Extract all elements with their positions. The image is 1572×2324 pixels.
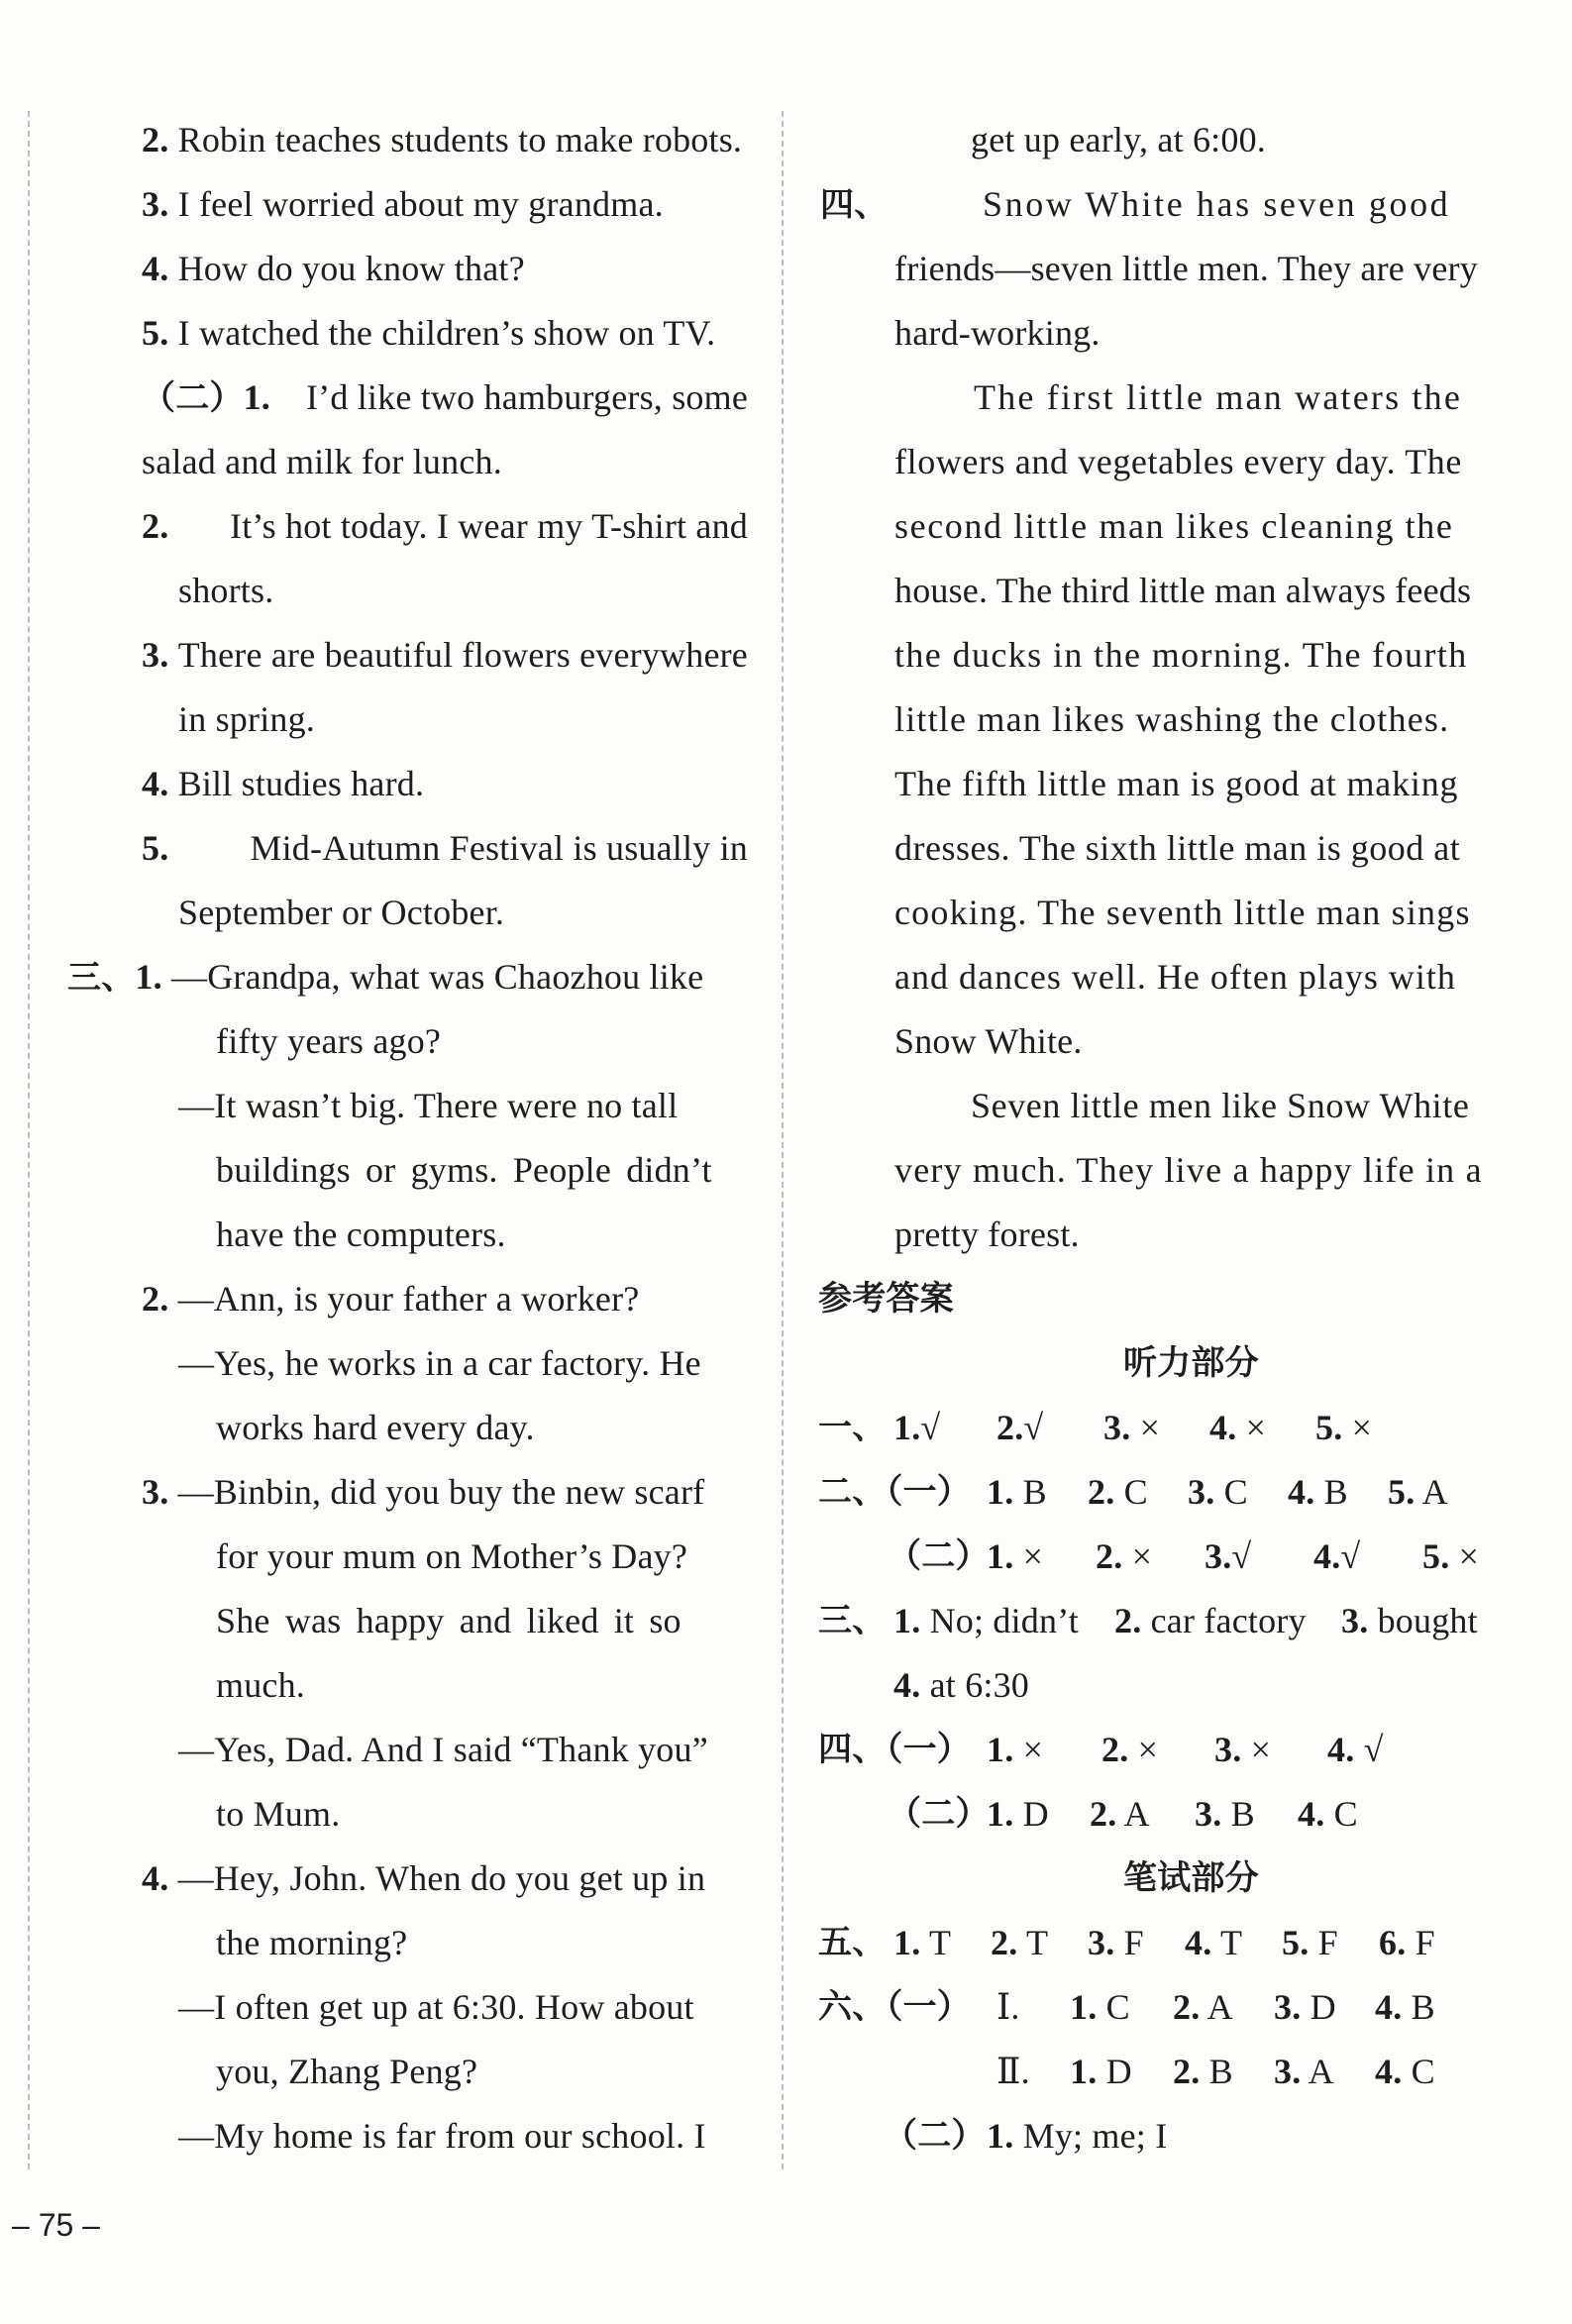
dialogue-1-line1: 三、1. —Grandpa, what was Chaozhou like xyxy=(67,957,704,998)
dialogue-1-line4: buildings or gyms. People didn’t xyxy=(216,1150,712,1190)
answer-cell: 3. bought xyxy=(1341,1601,1478,1640)
answer-cell: 4. √ xyxy=(1327,1730,1384,1769)
section2-item-1-line2: salad and milk for lunch. xyxy=(142,442,502,481)
left-margin-rule xyxy=(28,111,30,2169)
dialogue-3-line2: for your mum on Mother’s Day? xyxy=(216,1536,688,1576)
dialogue-4-line3: —I often get up at 6:30. How about xyxy=(178,1987,694,2027)
dialogue-3-line4: much. xyxy=(216,1665,305,1705)
dialogue-4-line2: the morning? xyxy=(216,1923,408,1962)
passage-p3-line1: Seven little men like Snow White xyxy=(971,1086,1470,1125)
passage-p1-line3: hard-working. xyxy=(894,313,1100,353)
section2-item-2: 2. It’s hot today. I wear my T-shirt and xyxy=(142,506,748,546)
answer-cell: 4. C xyxy=(1298,1794,1358,1834)
answer-row-5-label: 五、 xyxy=(818,1923,887,1962)
passage-p2-line11: Snow White. xyxy=(894,1021,1083,1061)
answer-cell: 3. C xyxy=(1188,1472,1248,1512)
answer-cell: 2. car factory xyxy=(1114,1601,1307,1640)
left-item-3: 3. I feel worried about my grandma. xyxy=(142,184,664,224)
answer-cell: 3. B xyxy=(1195,1794,1255,1834)
passage-p1-line1: Snow White has seven good xyxy=(983,184,1451,224)
passage-p3-line3: pretty forest. xyxy=(894,1215,1080,1254)
dialogue-1-line5: have the computers. xyxy=(216,1215,506,1254)
answer-cell: 6. F xyxy=(1379,1923,1435,1962)
passage-p1-line2: friends—seven little men. They are very xyxy=(894,249,1478,288)
passage-p2-line2: flowers and vegetables every day. The xyxy=(894,442,1462,481)
answer-cell: 1. × xyxy=(987,1536,1044,1576)
left-item-5: 5. I watched the children’s show on TV. xyxy=(142,313,716,353)
dialogue-4-line5: —My home is far from our school. I xyxy=(178,2116,706,2156)
dialogue-1-line3: —It wasn’t big. There were no tall xyxy=(178,1086,679,1125)
dialogue-2-line3: works hard every day. xyxy=(216,1408,535,1447)
answer-row-2a-label: 二、（一） xyxy=(818,1472,971,1512)
answer-cell: 2. B xyxy=(1173,2052,1233,2091)
passage-p2-line7: The fifth little man is good at making xyxy=(894,764,1459,803)
passage-p2-line8: dresses. The sixth little man is good at xyxy=(894,828,1461,868)
answer-cell: 2. C xyxy=(1088,1472,1148,1512)
answer-cell: 1. B xyxy=(987,1472,1047,1512)
answer-cell: 1. D xyxy=(987,1794,1049,1834)
section2-item-5-line2: September or October. xyxy=(178,893,505,932)
passage-p2-line3: second little man likes cleaning the xyxy=(894,506,1454,546)
answer-row-6a-label: 六、（一） xyxy=(818,1987,971,2027)
answer-cell: 5. × xyxy=(1315,1408,1373,1447)
dialogue-4-line1: 4. —Hey, John. When do you get up in xyxy=(142,1858,706,1898)
answer-cell: 2. × xyxy=(1096,1536,1153,1576)
right-continuation: get up early, at 6:00. xyxy=(971,120,1266,159)
passage-p2-line5: the ducks in the morning. The fourth xyxy=(894,635,1468,675)
answer-cell: 1. My; me; I xyxy=(987,2116,1168,2156)
answer-cell: 4.√ xyxy=(1313,1536,1361,1576)
answer-cell: 2. T xyxy=(991,1923,1049,1962)
answer-cell: 4. T xyxy=(1185,1923,1243,1962)
answer-row-6a-sub: Ⅰ. xyxy=(996,1987,1020,2027)
answer-cell: 3. F xyxy=(1088,1923,1144,1962)
answer-key-title: 参考答案 xyxy=(818,1279,954,1319)
passage-p2-line6: little man likes washing the clothes. xyxy=(894,699,1450,739)
answer-cell: 2. A xyxy=(1173,1987,1233,2027)
section2-item-4: 4. Bill studies hard. xyxy=(142,764,425,803)
answer-cell: 5. × xyxy=(1422,1536,1480,1576)
answer-cell: 1. C xyxy=(1070,1987,1130,2027)
dialogue-2-line2: —Yes, he works in a car factory. He xyxy=(178,1343,701,1383)
answer-cell: 1. No; didn’t xyxy=(893,1601,1079,1640)
answer-cell: 1. T xyxy=(893,1923,952,1962)
answer-row-4b-label: （二） xyxy=(888,1794,990,1834)
answer-cell: 3. A xyxy=(1274,2052,1334,2091)
listening-section-title: 听力部分 xyxy=(1123,1343,1259,1383)
answer-cell: 4. at 6:30 xyxy=(893,1665,1029,1705)
answer-row-1-label: 一、 xyxy=(818,1408,887,1447)
passage-p2-line9: cooking. The seventh little man sings xyxy=(894,893,1471,932)
answer-cell: 3. D xyxy=(1274,1987,1336,2027)
section2-item-3: 3. There are beautiful flowers everywhere xyxy=(142,635,748,675)
column-divider xyxy=(782,111,784,2169)
answer-cell: 4. C xyxy=(1375,2052,1435,2091)
dialogue-3-line3: She was happy and liked it so xyxy=(216,1601,681,1640)
dialogue-2-line1: 2. —Ann, is your father a worker? xyxy=(142,1279,640,1319)
section2-item-3-line2: in spring. xyxy=(178,699,316,739)
section2-item-1: （二）1. I’d like two hamburgers, some xyxy=(142,377,748,418)
answer-row-2b-label: （二） xyxy=(888,1536,990,1576)
answer-cell: 4. B xyxy=(1288,1472,1348,1512)
dialogue-1-line2: fifty years ago? xyxy=(216,1021,442,1061)
answer-cell: 1.√ xyxy=(893,1408,941,1447)
answer-cell: 4. B xyxy=(1375,1987,1435,2027)
dialogue-3-line5: —Yes, Dad. And I said “Thank you” xyxy=(178,1730,708,1769)
dialogue-4-line4: you, Zhang Peng? xyxy=(216,2052,478,2091)
answer-row-3-label: 三、 xyxy=(818,1601,887,1640)
answer-cell: 5. F xyxy=(1282,1923,1338,1962)
writing-section-title: 笔试部分 xyxy=(1123,1858,1259,1898)
answer-cell: 3.√ xyxy=(1205,1536,1252,1576)
passage-p2-line10: and dances well. He often plays with xyxy=(894,957,1456,997)
left-item-2: 2. Robin teaches students to make robots. xyxy=(142,120,743,159)
answer-cell: 5. A xyxy=(1388,1472,1448,1512)
passage-section-label: 四、 xyxy=(820,185,889,225)
section2-item-5: 5. Mid-Autumn Festival is usually in xyxy=(142,828,748,868)
answer-cell: 2. A xyxy=(1090,1794,1150,1834)
answer-cell: 3. × xyxy=(1214,1730,1272,1769)
page-number: – 75 – xyxy=(12,2207,100,2243)
answer-row-6c-label: （二） xyxy=(884,2116,986,2156)
answer-cell: 1. × xyxy=(987,1730,1044,1769)
section2-item-2-line2: shorts. xyxy=(178,571,274,610)
answer-cell: 3. × xyxy=(1103,1408,1161,1447)
dialogue-3-line6: to Mum. xyxy=(216,1794,341,1834)
passage-p3-line2: very much. They live a happy life in a xyxy=(894,1150,1483,1190)
passage-p2-line1: The first little man waters the xyxy=(974,377,1463,417)
answer-cell: 2. × xyxy=(1101,1730,1159,1769)
answer-cell: 2.√ xyxy=(996,1408,1044,1447)
answer-cell: 1. D xyxy=(1070,2052,1132,2091)
answer-row-6b-sub: Ⅱ. xyxy=(996,2052,1030,2091)
left-item-4: 4. How do you know that? xyxy=(142,249,525,288)
answer-cell: 4. × xyxy=(1209,1408,1267,1447)
dialogue-3-line1: 3. —Binbin, did you buy the new scarf xyxy=(142,1472,705,1512)
passage-p2-line4: house. The third little man always feeds xyxy=(894,571,1472,610)
answer-row-4a-label: 四、（一） xyxy=(818,1730,971,1769)
